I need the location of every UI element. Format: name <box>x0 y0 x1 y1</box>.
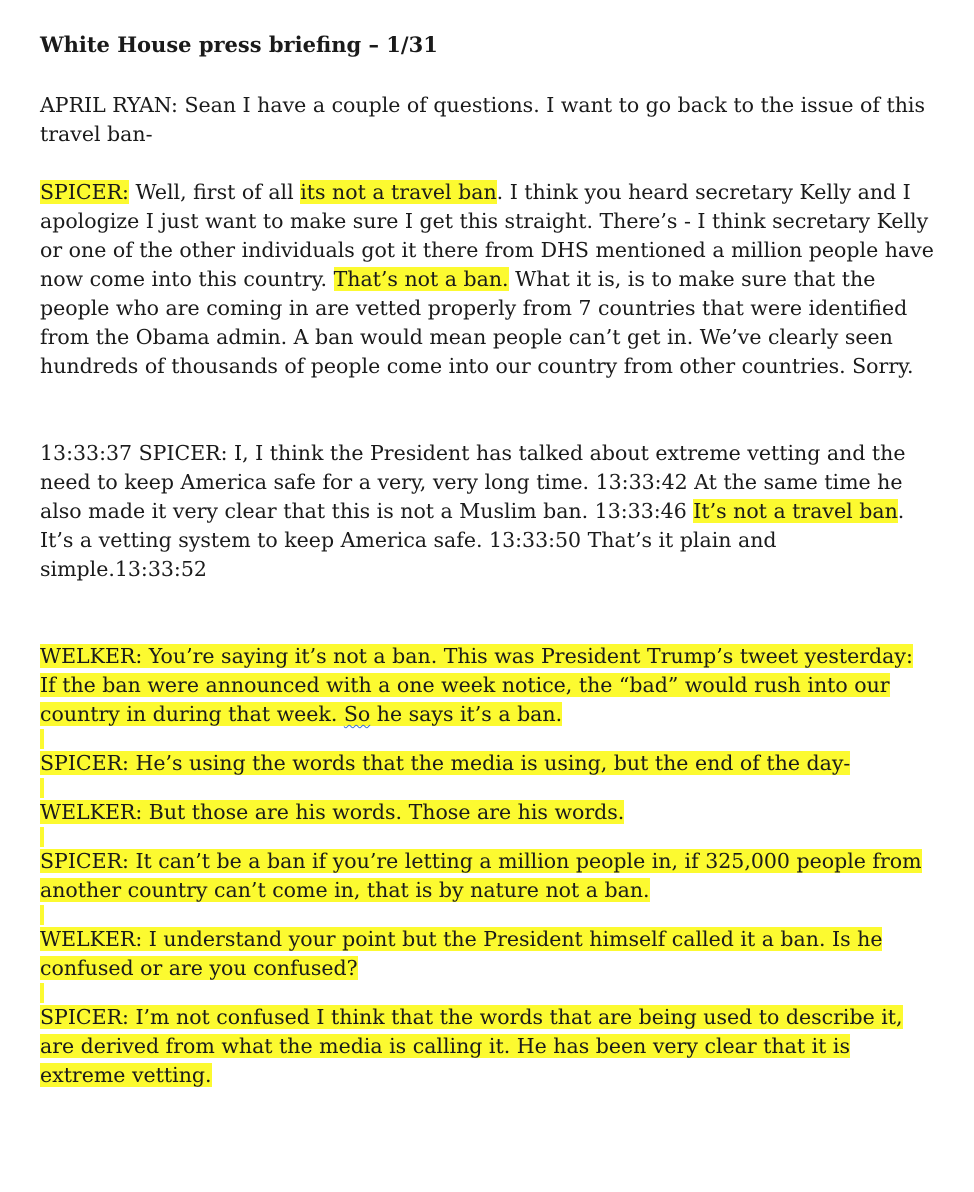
highlight-speaker: SPICER: <box>40 180 129 204</box>
paragraph-welker-3 <box>40 925 934 983</box>
highlight-block <box>40 644 913 726</box>
highlight-phrase: its not a travel ban <box>300 180 497 204</box>
highlight-block: WELKER: But those are his words. Those are his words. <box>40 800 625 824</box>
highlight-gap-bar <box>40 827 44 847</box>
paragraph-april-ryan: APRIL RYAN: Sean I have a couple of questions. I want to go back to the issue of this travel ban- <box>40 93 926 146</box>
highlight-block: WELKER: I understand your point but the President himself called it a ban. Is he confused or are you confused? <box>40 927 883 980</box>
paragraph-spicer-4 <box>40 847 934 905</box>
text-segment: he says it’s a ban. <box>370 702 563 726</box>
paragraph-spicer-5 <box>40 1003 934 1090</box>
spellcheck-underline: So <box>343 702 371 726</box>
highlight-gap-bar <box>40 905 44 925</box>
text-segment: Well, first of all <box>128 180 301 204</box>
highlight-block: SPICER: I’m not confused I think that the words that are being used to describe it, are derived from what the media is calling it. He has been very clear that it is extreme vetting. <box>40 1005 903 1087</box>
highlight-block: SPICER: It can’t be a ban if you’re letting a million people in, if 325,000 people from another country can’t come in, that is by nature not a ban. <box>40 849 922 902</box>
highlight-gap-bar <box>40 778 44 798</box>
highlight-gap-bar <box>40 729 44 749</box>
paragraph-welker-2 <box>40 798 934 827</box>
text-segment: What it is, is to make sure that the people who are coming in are vetted properly from 7 countries that were identified from the Obama admin. A ban would mean people can’t get in. We’ve clearly seen hundreds of thousands of people come into our country from other countries. Sorry. <box>40 267 914 378</box>
paragraph-spicer-1 <box>40 178 934 381</box>
highlight-block: SPICER: He’s using the words that the media is using, but the end of the day- <box>40 751 851 775</box>
text-segment: 13:33:37 SPICER: I, I think the President has talked about extreme vetting and the need to keep America safe for a very, very long time. 13:33:42 At the same time he also made it very clear that this is not a Muslim ban. 13:33:46 <box>40 441 906 523</box>
highlight-gap-bar <box>40 983 44 1003</box>
highlight-phrase: It’s not a travel ban <box>693 499 898 523</box>
text-segment: WELKER: You’re saying it’s not a ban. This was President Trump’s tweet yesterday: If the ban were announced with a one week notice, the “bad” would rush into our country in during that week. <box>40 644 913 726</box>
text-segment: . It’s a vetting system to keep America safe. 13:33:50 That’s it plain and simple.13:33:52 <box>40 499 905 581</box>
paragraph-spicer-2 <box>40 439 934 584</box>
paragraph-welker-1 <box>40 642 934 729</box>
text-segment: . I think you heard secretary Kelly and I apologize I just want to make sure I get this straight. There’s - I think secretary Kelly or one of the other individuals got it there from DHS mentioned a million people have now come into this country. <box>40 180 934 291</box>
paragraph-spicer-3 <box>40 749 934 778</box>
document-title: White House press briefing – 1/31 <box>40 32 438 57</box>
highlight-phrase: That’s not a ban. <box>333 267 509 291</box>
